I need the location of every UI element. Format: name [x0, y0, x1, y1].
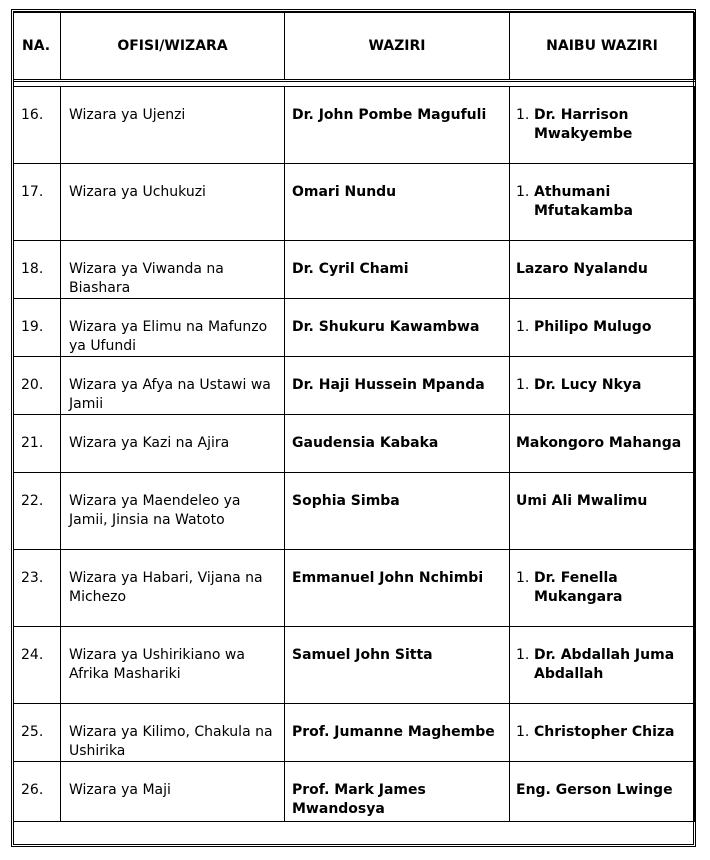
header-naibu: NAIBU WAZIRI — [510, 13, 695, 81]
ministry-name: Wizara ya Maji — [61, 762, 285, 822]
deputy-minister-cell — [510, 415, 695, 473]
minister-name: Omari Nundu — [285, 164, 510, 241]
ministry-name: Wizara ya Ujenzi — [61, 87, 285, 164]
deputy-minister-cell — [510, 550, 695, 627]
table-row — [14, 627, 695, 704]
deputy-minister-cell — [510, 299, 695, 357]
deputy-list-number: 1. — [516, 319, 530, 335]
deputy-minister-cell — [510, 704, 695, 762]
header-na: NA. — [14, 13, 61, 81]
row-number: 18. — [14, 241, 61, 299]
deputy-minister-cell — [510, 87, 695, 164]
deputy-minister-name: Athumani Mfutakamba — [534, 184, 633, 219]
table-row — [14, 415, 695, 473]
row-number: 22. — [14, 473, 61, 550]
ministry-name: Wizara ya Afya na Ustawi wa Jamii — [61, 357, 285, 415]
table-row — [14, 299, 695, 357]
table-row — [14, 87, 695, 164]
row-number: 26. — [14, 762, 61, 822]
row-number: 16. — [14, 87, 61, 164]
deputy-minister-name: Christopher Chiza — [534, 724, 675, 740]
deputy-list-number: 1. — [516, 107, 530, 123]
minister-name: Dr. Cyril Chami — [285, 241, 510, 299]
ministry-name: Wizara ya Elimu na Mafunzo ya Ufundi — [61, 299, 285, 357]
deputy-minister-name: Lazaro Nyalandu — [516, 261, 648, 277]
ministry-name: Wizara ya Ushirikiano wa Afrika Mashariki — [61, 627, 285, 704]
deputy-minister-cell — [510, 241, 695, 299]
deputy-minister-cell — [510, 473, 695, 550]
deputy-list-number: 1. — [516, 647, 530, 663]
deputy-minister-name: Umi Ali Mwalimu — [516, 493, 648, 509]
minister-name: Samuel John Sitta — [285, 627, 510, 704]
ministry-name: Wizara ya Kazi na Ajira — [61, 415, 285, 473]
table-row — [14, 164, 695, 241]
deputy-list-number: 1. — [516, 724, 530, 740]
ministry-name: Wizara ya Kilimo, Chakula na Ushirika — [61, 704, 285, 762]
deputy-minister-name: Makongoro Mahanga — [516, 435, 682, 451]
header-row — [14, 13, 695, 81]
minister-name: Gaudensia Kabaka — [285, 415, 510, 473]
deputy-minister-cell — [510, 627, 695, 704]
minister-name: Dr. John Pombe Magufuli — [285, 87, 510, 164]
ministry-name: Wizara ya Habari, Vijana na Michezo — [61, 550, 285, 627]
deputy-minister-name: Dr. Abdallah Juma Abdallah — [534, 647, 675, 682]
header-waziri: WAZIRI — [285, 13, 510, 81]
deputy-minister-name: Dr. Lucy Nkya — [534, 377, 642, 393]
table-row — [14, 241, 695, 299]
ministry-name: Wizara ya Maendeleo ya Jamii, Jinsia na Watoto — [61, 473, 285, 550]
row-number: 25. — [14, 704, 61, 762]
deputy-list-number: 1. — [516, 570, 530, 586]
deputy-minister-name: Eng. Gerson Lwinge — [516, 782, 673, 798]
table-row — [14, 473, 695, 550]
table-row — [14, 550, 695, 627]
minister-name: Prof. Jumanne Maghembe — [285, 704, 510, 762]
table-row — [14, 357, 695, 415]
ministry-name: Wizara ya Viwanda na Biashara — [61, 241, 285, 299]
minister-name: Prof. Mark James Mwandosya — [285, 762, 510, 822]
row-number: 17. — [14, 164, 61, 241]
row-number: 21. — [14, 415, 61, 473]
table-row — [14, 704, 695, 762]
row-number: 24. — [14, 627, 61, 704]
deputy-minister-cell — [510, 357, 695, 415]
deputy-list-number: 1. — [516, 184, 530, 200]
table-row — [14, 762, 695, 822]
row-number: 20. — [14, 357, 61, 415]
minister-name: Emmanuel John Nchimbi — [285, 550, 510, 627]
deputy-minister-name: Dr. Harrison Mwakyembe — [534, 107, 633, 142]
deputy-minister-name: Philipo Mulugo — [534, 319, 652, 335]
ministers-table — [13, 12, 695, 822]
row-number: 23. — [14, 550, 61, 627]
minister-name: Dr. Haji Hussein Mpanda — [285, 357, 510, 415]
deputy-minister-cell — [510, 164, 695, 241]
deputy-minister-cell — [510, 762, 695, 822]
row-number: 19. — [14, 299, 61, 357]
ministry-name: Wizara ya Uchukuzi — [61, 164, 285, 241]
minister-name: Dr. Shukuru Kawambwa — [285, 299, 510, 357]
deputy-minister-name: Dr. Fenella Mukangara — [534, 570, 623, 605]
deputy-list-number: 1. — [516, 377, 530, 393]
minister-name: Sophia Simba — [285, 473, 510, 550]
header-ofisi: OFISI/WIZARA — [61, 13, 285, 81]
